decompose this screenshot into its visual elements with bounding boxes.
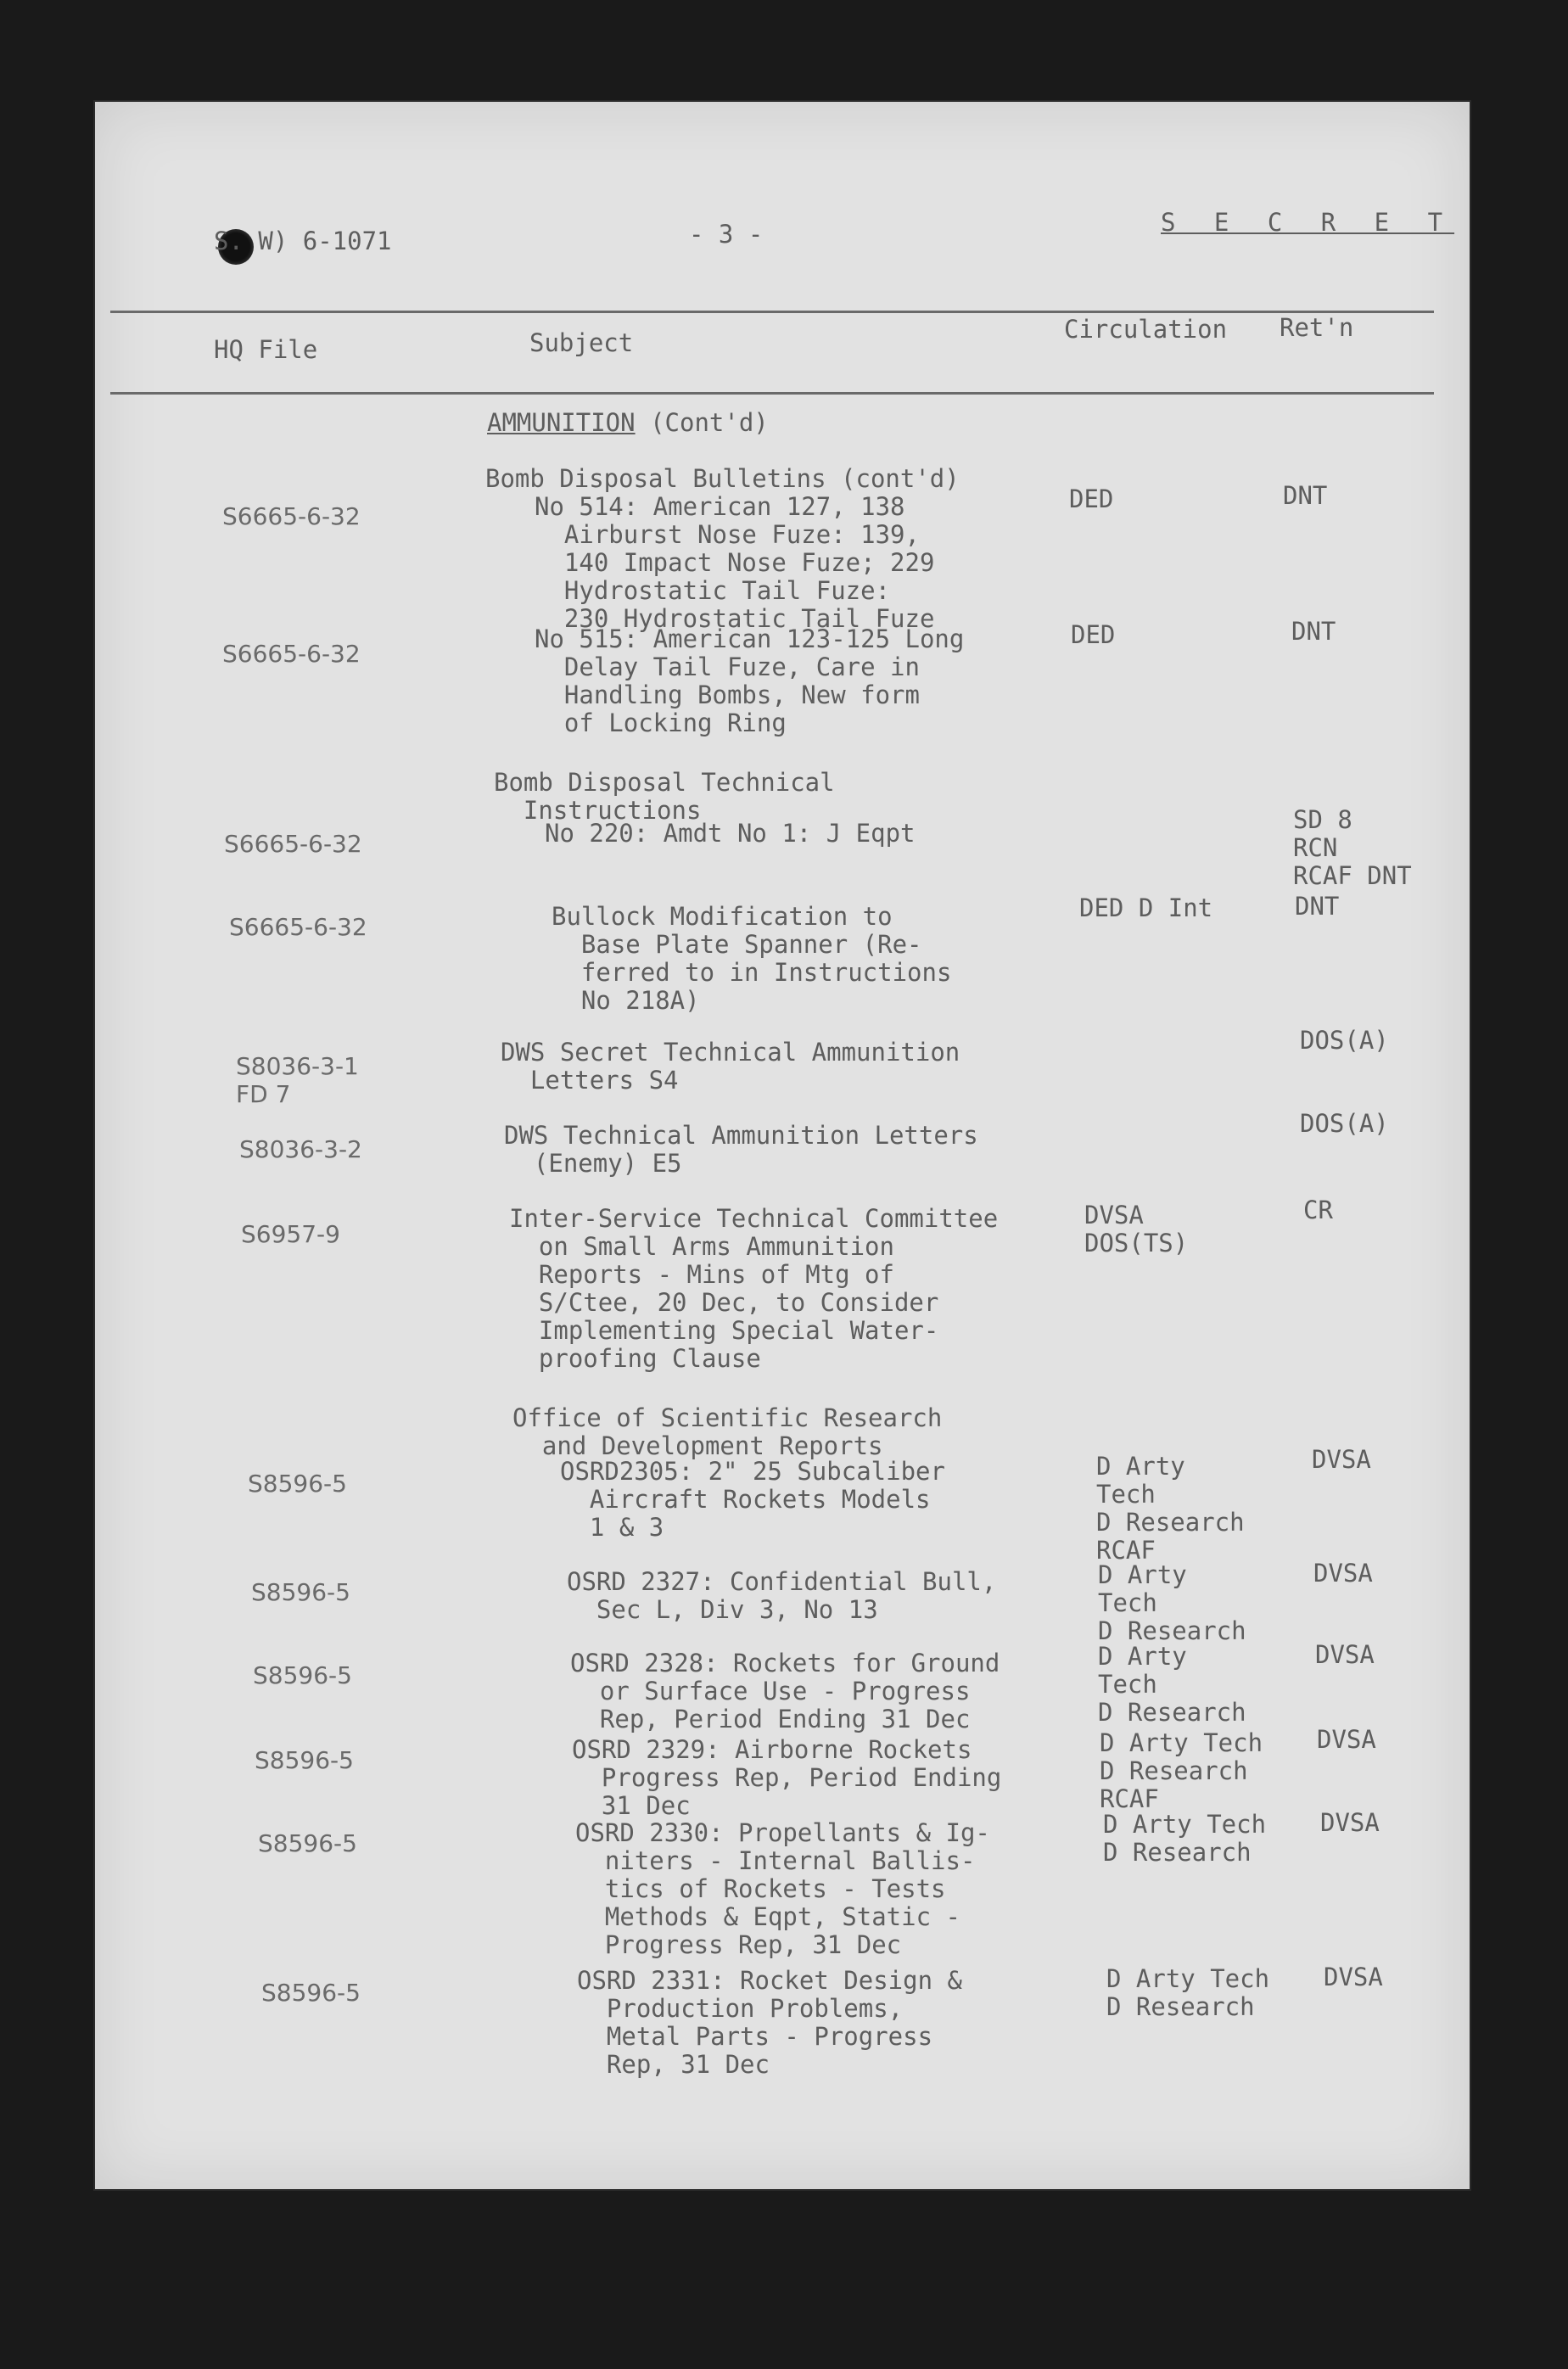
entry-subject: OSRD2305: 2" 25 Subcaliber Aircraft Rockets Models 1 & 3 xyxy=(560,1457,945,1542)
column-header-subject: Subject xyxy=(529,328,634,357)
entry-retn: DNT xyxy=(1291,617,1336,646)
entry-subject: No 220: Amdt No 1: J Eqpt xyxy=(545,819,916,848)
entry-retn: DVSA xyxy=(1315,1640,1375,1669)
entry-retn: DVSA xyxy=(1312,1445,1371,1474)
entry-hq-file: S8596-5 xyxy=(253,1661,352,1689)
entry-retn: SD 8 RCN RCAF DNT xyxy=(1293,805,1412,890)
entry-retn: DVSA xyxy=(1313,1559,1373,1588)
header-rule-bottom xyxy=(110,392,1434,395)
entry-subject: OSRD 2327: Confidential Bull, Sec L, Div 3, No 13 xyxy=(567,1567,997,1624)
entry-hq-file: S6957-9 xyxy=(241,1220,340,1248)
entry-hq-file: S8596-5 xyxy=(261,1979,361,2007)
entry-subject: OSRD 2328: Rockets for Ground or Surface Use - Progress Rep, Period Ending 31 Dec xyxy=(570,1649,1000,1733)
group-heading-osrd: Office of Scientific Research and Development Reports xyxy=(512,1403,943,1460)
entry-retn: DOS(A) xyxy=(1300,1109,1389,1138)
section-title-text: AMMUNITION xyxy=(487,408,636,437)
entry-retn: DOS(A) xyxy=(1300,1026,1389,1055)
entry-circulation: D Arty Tech D Research RCAF xyxy=(1096,1452,1245,1565)
entry-subject: Bullock Modification to Base Plate Spanner (Re- ferred to in Instructions No 218A) xyxy=(552,902,952,1015)
page-number: - 3 - xyxy=(689,220,764,249)
entry-circulation: DED xyxy=(1069,484,1114,513)
column-header-retn: Ret'n xyxy=(1280,313,1354,342)
entry-hq-file: S8596-5 xyxy=(255,1746,354,1774)
entry-hq-file: S6665-6-32 xyxy=(224,830,362,858)
entry-circulation: DED D Int xyxy=(1079,893,1213,922)
entry-hq-file: S6665-6-32 xyxy=(229,913,367,941)
entry-hq-file: S8596-5 xyxy=(248,1470,347,1498)
group-heading-bomb-instructions: Bomb Disposal Technical Instructions xyxy=(494,768,835,825)
entry-circulation: D Arty Tech D Research xyxy=(1106,1964,1270,2021)
entry-subject: No 515: American 123-125 Long Delay Tail Fuze, Care in Handling Bombs, New form of Locking Ring xyxy=(535,624,965,737)
header-rule-top xyxy=(110,311,1434,313)
classification-stamp: S E C R E T xyxy=(1161,208,1455,237)
entry-subject: No 514: American 127, 138 Airburst Nose Fuze: 139, 140 Impact Nose Fuze; 229 Hydrostatic Tail Fuze: 230 Hydrostatic Tail Fuze xyxy=(535,492,935,633)
group-heading-bomb-bulletins: Bomb Disposal Bulletins (cont'd) xyxy=(485,464,960,493)
entry-hq-file: S8036-3-2 xyxy=(239,1135,362,1163)
entry-circulation: DED xyxy=(1071,620,1116,649)
entry-retn: DVSA xyxy=(1317,1725,1376,1754)
entry-hq-file: S8596-5 xyxy=(258,1829,357,1857)
entry-hq-file: S8596-5 xyxy=(251,1578,350,1606)
entry-hq-file: S6665-6-32 xyxy=(222,502,361,530)
entry-hq-file: S6665-6-32 xyxy=(222,640,361,668)
entry-subject: Inter-Service Technical Committee on Small Arms Ammunition Reports - Mins of Mtg of S/Ctee, 20 Dec, to Consider Implementing Special Water- proofing Clause xyxy=(509,1204,999,1373)
entry-subject: DWS Technical Ammunition Letters (Enemy) E5 xyxy=(504,1121,978,1178)
entry-hq-file: S8036-3-1 FD 7 xyxy=(236,1052,359,1108)
section-title xyxy=(487,409,769,437)
entry-retn: DNT xyxy=(1295,892,1340,921)
document-page xyxy=(95,102,1470,2189)
entry-circulation: DVSA DOS(TS) xyxy=(1084,1201,1189,1257)
entry-subject: OSRD 2330: Propellants & Ig- niters - Internal Ballis- tics of Rockets - Tests Methods & Eqpt, Static - Progress Rep, 31 Dec xyxy=(575,1818,990,1959)
entry-retn: DNT xyxy=(1283,481,1328,510)
entry-circulation: D Arty Tech D Research xyxy=(1098,1560,1246,1645)
entry-subject: OSRD 2331: Rocket Design & Production Problems, Metal Parts - Progress Rep, 31 Dec xyxy=(577,1966,962,2079)
entry-circulation: D Arty Tech D Research xyxy=(1103,1810,1267,1867)
entry-subject: OSRD 2329: Airborne Rockets Progress Rep, Period Ending 31 Dec xyxy=(572,1735,1002,1820)
entry-circulation: D Arty Tech D Research RCAF xyxy=(1100,1728,1263,1813)
file-reference: S. W) 6-1071 xyxy=(214,227,392,255)
column-header-circulation: Circulation xyxy=(1064,315,1228,344)
entry-subject: DWS Secret Technical Ammunition Letters S4 xyxy=(501,1038,960,1095)
entry-circulation: D Arty Tech D Research xyxy=(1098,1642,1246,1727)
entry-retn: DVSA xyxy=(1320,1808,1380,1837)
column-header-hq-file: HQ File xyxy=(214,335,318,364)
entry-retn: DVSA xyxy=(1324,1963,1383,1991)
entry-retn: CR xyxy=(1303,1196,1333,1224)
section-title-suffix: (Cont'd) xyxy=(635,408,769,437)
